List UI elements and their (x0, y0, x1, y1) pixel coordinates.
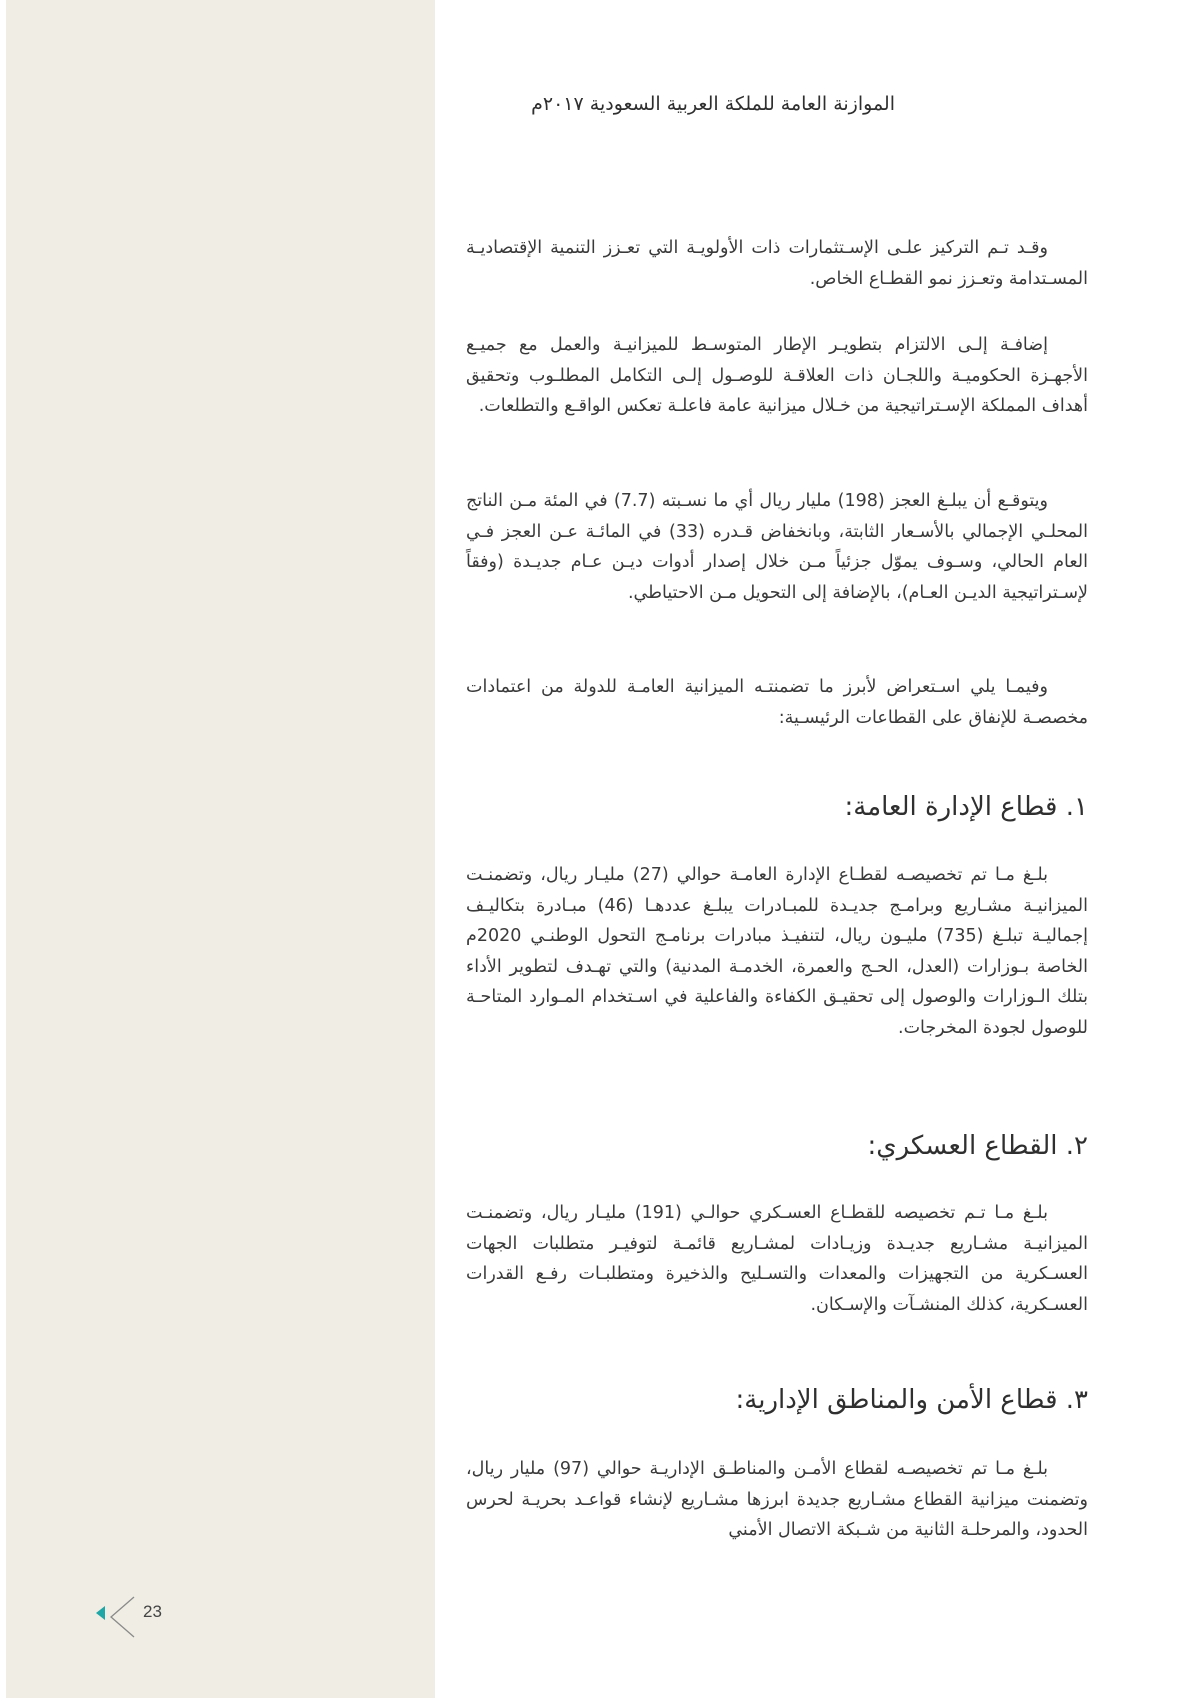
page-number-block (96, 1595, 176, 1635)
side-color-band (6, 0, 435, 1698)
section-heading-military: ٢. القطاع العسكري: (867, 1131, 1088, 1161)
teal-arrow-icon (96, 1606, 105, 1620)
intro-paragraph-2: إضافـة إلـى الالتزام بتطويـر الإطار المتوسـط للميزانيـة والعمل مع جميـع الأجهـزة الحكوميـة واللجـان ذات العلاقـة للوصـول إلـى التكامل المطلـوب وتحقيق أهداف المملكة الإسـتراتيجية من خـلال ميزانية عامة فاعلـة تعكس الواقـع والتطلعات. (466, 335, 1088, 416)
intro-paragraph-4: وفيمـا يلي اسـتعراض لأبرز ما تضمنتـه الميزانية العامـة للدولة من اعتمادات مخصصـة للإنفاق على القطاعات الرئيسـية: (466, 677, 1088, 728)
intro-paragraph-3: ويتوقـع أن يبلـغ العجز (198) مليار ريال أي ما نسـبته (7.7) في المئة مـن الناتج المحلـي الإجمالي بالأسـعار الثابتة، وبانخفاض قـدره (33) في المائـة عـن العجز فـي العام الحالي، وسـوف يموّل جزئياً مـن خلال إصدار أدوات ديـن عـام جديـدة (وفقاً لإسـتراتيجية الديـن العـام)، بالإضافة إلى التحويل مـن الاحتياطي. (466, 491, 1088, 603)
section-heading-security: ٣. قطاع الأمن والمناطق الإدارية: (735, 1385, 1088, 1415)
section-body-security: بلـغ مـا تم تخصيصـه لقطاع الأمـن والمناطـق الإداريـة حوالي (97) مليار ريال، وتضمنت ميزانية القطاع مشـاريع جديدة ابرزها مشـاريع لإنشاء قواعـد بحريـة لحرس الحدود، والمرحلـة الثانية من شـبكة الاتصال الأمني (466, 1459, 1088, 1540)
page-number: 23 (143, 1602, 162, 1621)
document-page (466, 0, 1088, 1698)
section-body-military: بلـغ مـا تـم تخصيصه للقطـاع العسـكري حوالـي (191) مليـار ريال، وتضمنـت الميزانيـة مشـاريع جديـدة وزيـادات لمشـاريع قائمـة لتوفيـر متطلبات الجهات العسـكرية من التجهيزات والمعدات والتسـليح والذخيرة ومتطلبـات رفـع القدرات العسـكرية، كذلك المنشـآت والإسـكان. (466, 1203, 1088, 1315)
section-body-public-administration: بلـغ مـا تم تخصيصـه لقطـاع الإدارة العامـة حوالي (27) مليـار ريال، وتضمنـت الميزانيـة مشـاريع وبرامـج جديـدة للمبـادرات يبلـغ عددهـا (46) مبـادرة بتكاليـف إجماليـة تبلـغ (735) مليـون ريال، لتنفيـذ مبادرات برنامـج التحول الوطنـي 2020م الخاصة بـوزارات (العدل، الحـج والعمرة، الخدمـة المدنية) والتي تهـدف لتطوير الأداء بتلك الـوزارات والوصول إلى تحقيـق الكفاءة والفاعلية في اسـتخدام المـوارد المتاحـة للوصول لجودة المخرجات. (466, 865, 1088, 1038)
intro-paragraph-1: وقـد تـم التركيز علـى الإسـتثمارات ذات الأولويـة التي تعـزز التنمية الإقتصاديـة المسـتدامة وتعـزز نمو القطـاع الخاص. (466, 238, 1088, 289)
running-header: الموازنة العامة للملكة العربية السعودية ٢٠١٧م (531, 93, 895, 115)
chevron-left-icon (108, 1595, 138, 1639)
section-heading-public-administration: ١. قطاع الإدارة العامة: (844, 792, 1088, 822)
